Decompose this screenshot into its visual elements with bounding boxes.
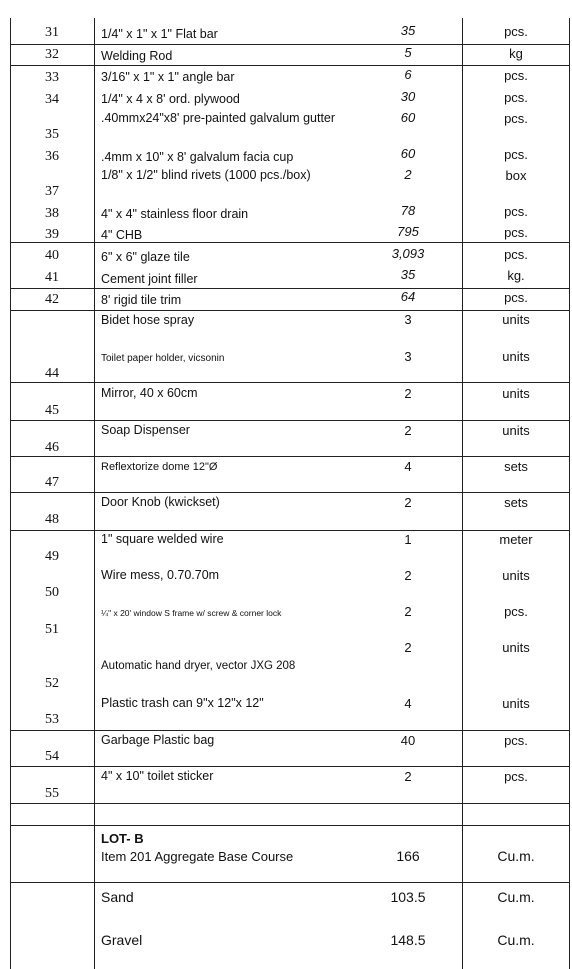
item-quantity: 3 bbox=[404, 349, 412, 364]
item-quantity: 3 bbox=[404, 312, 412, 327]
item-number: 47 bbox=[45, 475, 59, 490]
item-number: 49 bbox=[45, 549, 59, 564]
item-quantity: 2 bbox=[404, 604, 412, 619]
table-border-left bbox=[10, 18, 11, 969]
item-unit: pcs. bbox=[504, 247, 528, 262]
sand-unit: Cu.m. bbox=[497, 889, 535, 905]
lot-title: LOT- B bbox=[101, 831, 144, 846]
item-quantity: 2 bbox=[404, 568, 412, 583]
item-description: 3/16" x 1" x 1" angle bar bbox=[101, 70, 235, 84]
item-description: ¼" x 20' window S frame w/ screw & corner lock bbox=[101, 608, 282, 618]
row-divider bbox=[10, 766, 570, 767]
item-number: 51 bbox=[45, 622, 59, 637]
item-description: 8' rigid tile trim bbox=[101, 293, 182, 307]
item-quantity: 2 bbox=[404, 769, 412, 784]
item-quantity: 78 bbox=[400, 203, 416, 218]
item-description: Welding Rod bbox=[101, 49, 173, 63]
item-description: Plastic trash can 9"x 12"x 12" bbox=[101, 696, 264, 710]
item-quantity: 60 bbox=[400, 146, 416, 161]
column-divider bbox=[462, 18, 463, 969]
column-divider bbox=[94, 18, 95, 969]
item-description: Garbage Plastic bag bbox=[101, 733, 215, 747]
row-divider bbox=[10, 242, 570, 243]
item-unit: box bbox=[505, 168, 527, 183]
item-description: Automatic hand dryer, vector JXG 208 bbox=[101, 660, 296, 672]
row-divider bbox=[10, 65, 570, 66]
item-unit: units bbox=[502, 423, 530, 438]
item-description: Soap Dispenser bbox=[101, 423, 190, 437]
item-number: 37 bbox=[45, 184, 59, 199]
item-unit: pcs. bbox=[504, 290, 528, 305]
item-quantity: 64 bbox=[400, 289, 416, 304]
item-quantity: 6 bbox=[404, 67, 412, 82]
item-quantity: 4 bbox=[404, 696, 412, 711]
item-number: 54 bbox=[45, 749, 59, 764]
row-divider bbox=[10, 310, 570, 311]
item-quantity: 2 bbox=[404, 495, 412, 510]
item-description: Cement joint filler bbox=[101, 272, 198, 286]
item-unit: pcs. bbox=[504, 604, 528, 619]
item-description: 1" square welded wire bbox=[101, 532, 224, 546]
sand-description: Sand bbox=[101, 889, 134, 905]
item-number: 53 bbox=[45, 712, 59, 727]
item-number: 55 bbox=[45, 786, 59, 801]
item-description: 4" x 10" toilet sticker bbox=[101, 769, 214, 783]
item-number: 50 bbox=[45, 585, 59, 600]
item-unit: pcs. bbox=[504, 225, 528, 240]
lot-item-description: Item 201 Aggregate Base Course bbox=[101, 849, 294, 864]
item-number: 36 bbox=[45, 149, 59, 164]
lot-item-quantity: 166 bbox=[396, 848, 420, 864]
item-description: Reflextorize dome 12"Ø bbox=[101, 461, 218, 473]
item-description: 1/4" x 1" x 1" Flat bar bbox=[101, 27, 218, 41]
item-number: 35 bbox=[45, 127, 59, 142]
item-description: .4mm x 10" x 8' galvalum facia cup bbox=[101, 150, 294, 164]
item-quantity: 795 bbox=[397, 224, 419, 239]
item-unit: pcs. bbox=[504, 24, 528, 39]
item-quantity: 2 bbox=[404, 386, 412, 401]
row-divider bbox=[10, 420, 570, 421]
item-quantity: 60 bbox=[400, 110, 416, 125]
row-divider bbox=[10, 530, 570, 531]
item-description: Wire mess, 0.70.70m bbox=[101, 568, 220, 582]
row-divider bbox=[10, 44, 570, 45]
item-unit: pcs. bbox=[504, 733, 528, 748]
item-quantity: 35 bbox=[400, 267, 416, 282]
item-number: 33 bbox=[45, 70, 59, 85]
item-unit: pcs. bbox=[504, 769, 528, 784]
item-unit: kg. bbox=[507, 268, 525, 283]
item-quantity: 40 bbox=[400, 733, 416, 748]
item-unit: kg bbox=[509, 46, 523, 61]
row-divider bbox=[10, 803, 570, 804]
sand-quantity: 103.5 bbox=[390, 889, 426, 905]
item-unit: units bbox=[502, 696, 530, 711]
item-description: 1/4" x 4 x 8' ord. plywood bbox=[101, 92, 240, 106]
item-description: Bidet hose spray bbox=[101, 313, 195, 327]
item-description: 4" CHB bbox=[101, 228, 143, 242]
item-unit: units bbox=[502, 312, 530, 327]
item-quantity: 2 bbox=[404, 423, 412, 438]
item-unit: pcs. bbox=[504, 90, 528, 105]
item-number: 39 bbox=[45, 227, 59, 242]
item-unit: pcs. bbox=[504, 147, 528, 162]
item-description: 4" x 4" stainless floor drain bbox=[101, 207, 249, 221]
item-number: 52 bbox=[45, 676, 59, 691]
item-unit: units bbox=[502, 349, 530, 364]
item-unit: units bbox=[502, 640, 530, 655]
item-number: 40 bbox=[45, 248, 59, 263]
item-unit: pcs. bbox=[504, 111, 528, 126]
item-number: 42 bbox=[45, 292, 59, 307]
table-border-right bbox=[569, 18, 570, 969]
item-number: 45 bbox=[45, 403, 59, 418]
row-divider bbox=[10, 382, 570, 383]
item-number: 48 bbox=[45, 512, 59, 527]
item-unit: sets bbox=[504, 495, 528, 510]
item-unit: units bbox=[502, 386, 530, 401]
item-number: 34 bbox=[45, 92, 59, 107]
item-number: 44 bbox=[45, 366, 59, 381]
item-quantity: 35 bbox=[400, 23, 416, 38]
item-quantity: 30 bbox=[400, 89, 416, 104]
gravel-unit: Cu.m. bbox=[497, 932, 535, 948]
item-description: Door Knob (kwickset) bbox=[101, 495, 220, 509]
item-quantity: 2 bbox=[404, 167, 412, 182]
item-description: .40mmx24"x8' pre-painted galvalum gutter bbox=[101, 111, 336, 125]
item-unit: sets bbox=[504, 459, 528, 474]
item-quantity: 3,093 bbox=[391, 246, 425, 261]
gravel-quantity: 148.5 bbox=[390, 932, 426, 948]
item-quantity: 5 bbox=[404, 45, 412, 60]
row-divider bbox=[10, 825, 570, 826]
row-divider bbox=[10, 456, 570, 457]
item-quantity: 4 bbox=[404, 459, 412, 474]
item-unit: pcs. bbox=[504, 204, 528, 219]
item-description: Toilet paper holder, vicsonin bbox=[101, 353, 225, 364]
item-description: 6" x 6" glaze tile bbox=[101, 250, 190, 264]
row-divider bbox=[10, 730, 570, 731]
item-description: 1/8" x 1/2" blind rivets (1000 pcs./box) bbox=[101, 168, 311, 182]
item-unit: pcs. bbox=[504, 68, 528, 83]
row-divider bbox=[10, 882, 570, 883]
row-divider bbox=[10, 492, 570, 493]
item-number: 31 bbox=[45, 25, 59, 40]
item-unit: meter bbox=[499, 532, 533, 547]
item-unit: units bbox=[502, 568, 530, 583]
lot-item-unit: Cu.m. bbox=[497, 848, 535, 864]
item-number: 41 bbox=[45, 270, 59, 285]
item-description: Mirror, 40 x 60cm bbox=[101, 386, 198, 400]
item-number: 38 bbox=[45, 206, 59, 221]
gravel-description: Gravel bbox=[101, 932, 143, 948]
row-divider bbox=[10, 288, 570, 289]
item-quantity: 1 bbox=[404, 532, 412, 547]
item-quantity: 2 bbox=[404, 640, 412, 655]
item-number: 32 bbox=[45, 47, 59, 62]
item-number: 46 bbox=[45, 440, 59, 455]
